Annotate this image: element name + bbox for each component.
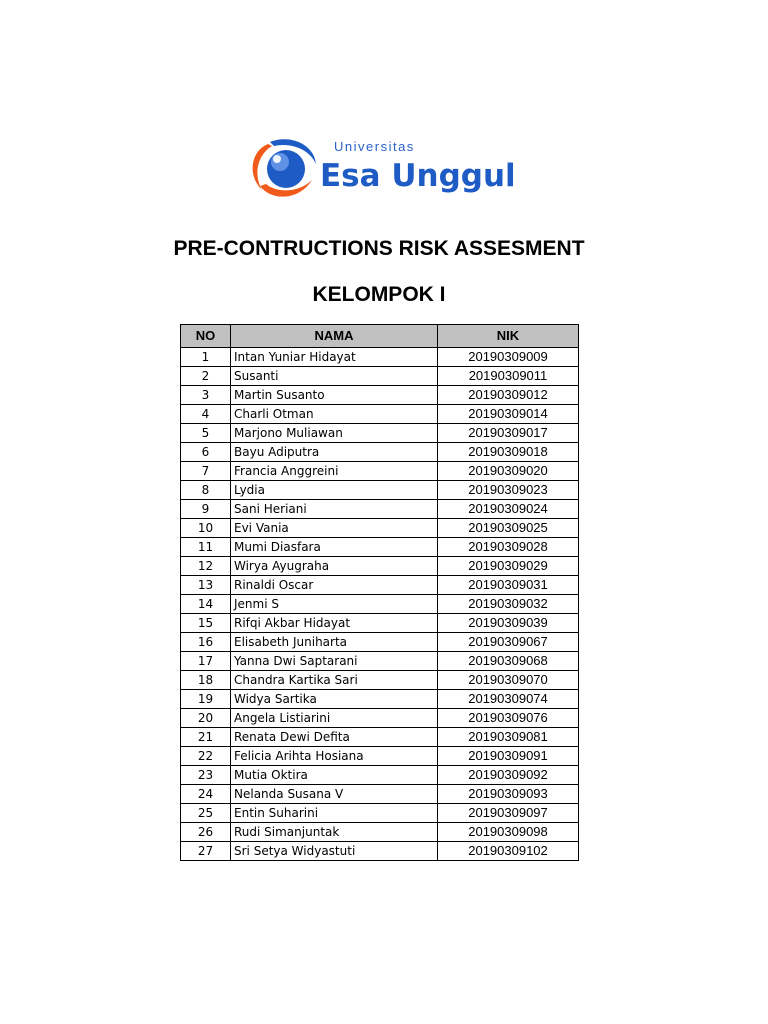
table-row — [181, 576, 579, 595]
row-nik: 20190309018 — [438, 443, 579, 462]
row-nik: 20190309102 — [438, 842, 579, 861]
row-no: 22 — [181, 747, 231, 766]
row-nik: 20190309031 — [438, 576, 579, 595]
row-no: 19 — [181, 690, 231, 709]
table-row — [181, 671, 579, 690]
row-no: 27 — [181, 842, 231, 861]
row-nama: Susanti — [231, 367, 438, 386]
row-nik: 20190309068 — [438, 652, 579, 671]
row-nik: 20190309025 — [438, 519, 579, 538]
row-no: 21 — [181, 728, 231, 747]
row-nik: 20190309067 — [438, 633, 579, 652]
table-row — [181, 747, 579, 766]
row-nama: Nelanda Susana V — [231, 785, 438, 804]
row-no: 4 — [181, 405, 231, 424]
row-no: 24 — [181, 785, 231, 804]
row-nik: 20190309011 — [438, 367, 579, 386]
row-nama: Rifqi Akbar Hidayat — [231, 614, 438, 633]
row-nik: 20190309097 — [438, 804, 579, 823]
row-no: 11 — [181, 538, 231, 557]
header-no: NO — [181, 325, 231, 348]
row-nik: 20190309017 — [438, 424, 579, 443]
table-row — [181, 633, 579, 652]
row-nik: 20190309029 — [438, 557, 579, 576]
esa-unggul-logo-icon — [248, 136, 518, 202]
table-row — [181, 823, 579, 842]
table-row — [181, 405, 579, 424]
table-row — [181, 348, 579, 367]
row-nama: Rinaldi Oscar — [231, 576, 438, 595]
row-no: 1 — [181, 348, 231, 367]
table-row — [181, 785, 579, 804]
row-nik: 20190309012 — [438, 386, 579, 405]
table-row — [181, 766, 579, 785]
table-row — [181, 614, 579, 633]
table-row — [181, 367, 579, 386]
member-table — [180, 324, 579, 861]
row-nik: 20190309023 — [438, 481, 579, 500]
row-no: 14 — [181, 595, 231, 614]
row-nik: 20190309081 — [438, 728, 579, 747]
logo-big-text: Esa Unggul — [320, 158, 516, 194]
row-no: 10 — [181, 519, 231, 538]
row-nik: 20190309091 — [438, 747, 579, 766]
row-nik: 20190309009 — [438, 348, 579, 367]
row-nik: 20190309039 — [438, 614, 579, 633]
document-subtitle: KELOMPOK I — [312, 283, 446, 306]
row-no: 9 — [181, 500, 231, 519]
row-nama: Elisabeth Juniharta — [231, 633, 438, 652]
table-body — [181, 348, 579, 861]
row-nama: Francia Anggreini — [231, 462, 438, 481]
table-row — [181, 557, 579, 576]
table-row — [181, 652, 579, 671]
table-row — [181, 424, 579, 443]
row-nama: Rudi Simanjuntak — [231, 823, 438, 842]
row-no: 12 — [181, 557, 231, 576]
table-row — [181, 709, 579, 728]
table-row — [181, 481, 579, 500]
row-no: 7 — [181, 462, 231, 481]
table-row — [181, 804, 579, 823]
row-no: 23 — [181, 766, 231, 785]
row-nama: Bayu Adiputra — [231, 443, 438, 462]
row-no: 20 — [181, 709, 231, 728]
table-row — [181, 728, 579, 747]
header-nik: NIK — [438, 325, 579, 348]
row-nama: Renata Dewi Defita — [231, 728, 438, 747]
row-nama: Charli Otman — [231, 405, 438, 424]
table-row — [181, 595, 579, 614]
row-no: 8 — [181, 481, 231, 500]
table-row — [181, 690, 579, 709]
row-nik: 20190309076 — [438, 709, 579, 728]
table-row — [181, 519, 579, 538]
row-no: 2 — [181, 367, 231, 386]
table-row — [181, 443, 579, 462]
document-title: PRE-CONTRUCTIONS RISK ASSESMENT — [173, 237, 585, 260]
row-no: 18 — [181, 671, 231, 690]
table-row — [181, 538, 579, 557]
row-nik: 20190309028 — [438, 538, 579, 557]
row-nama: Angela Listiarini — [231, 709, 438, 728]
row-no: 26 — [181, 823, 231, 842]
row-nama: Jenmi S — [231, 595, 438, 614]
table-row — [181, 386, 579, 405]
row-no: 13 — [181, 576, 231, 595]
row-nama: Evi Vania — [231, 519, 438, 538]
row-no: 17 — [181, 652, 231, 671]
row-nik: 20190309092 — [438, 766, 579, 785]
row-nik: 20190309093 — [438, 785, 579, 804]
table-row — [181, 500, 579, 519]
row-no: 3 — [181, 386, 231, 405]
row-nama: Yanna Dwi Saptarani — [231, 652, 438, 671]
row-nama: Felicia Arihta Hosiana — [231, 747, 438, 766]
row-nik: 20190309014 — [438, 405, 579, 424]
row-nama: Widya Sartika — [231, 690, 438, 709]
row-nik: 20190309074 — [438, 690, 579, 709]
row-nama: Mutia Oktira — [231, 766, 438, 785]
row-nama: Martin Susanto — [231, 386, 438, 405]
row-nama: Wirya Ayugraha — [231, 557, 438, 576]
table-row — [181, 842, 579, 861]
row-no: 25 — [181, 804, 231, 823]
row-nama: Sri Setya Widyastuti — [231, 842, 438, 861]
row-nama: Mumi Diasfara — [231, 538, 438, 557]
header-nama: NAMA — [231, 325, 438, 348]
row-no: 15 — [181, 614, 231, 633]
table-row — [181, 462, 579, 481]
row-no: 16 — [181, 633, 231, 652]
row-no: 5 — [181, 424, 231, 443]
row-nama: Chandra Kartika Sari — [231, 671, 438, 690]
row-nik: 20190309098 — [438, 823, 579, 842]
logo-small-text: Universitas — [334, 139, 415, 154]
row-nama: Entin Suharini — [231, 804, 438, 823]
row-nama: Marjono Muliawan — [231, 424, 438, 443]
university-logo — [248, 136, 518, 202]
row-nik: 20190309070 — [438, 671, 579, 690]
row-nik: 20190309032 — [438, 595, 579, 614]
row-nik: 20190309020 — [438, 462, 579, 481]
row-nama: Lydia — [231, 481, 438, 500]
row-nik: 20190309024 — [438, 500, 579, 519]
table-header-row — [181, 325, 579, 348]
row-nama: Sani Heriani — [231, 500, 438, 519]
row-no: 6 — [181, 443, 231, 462]
row-nama: Intan Yuniar Hidayat — [231, 348, 438, 367]
